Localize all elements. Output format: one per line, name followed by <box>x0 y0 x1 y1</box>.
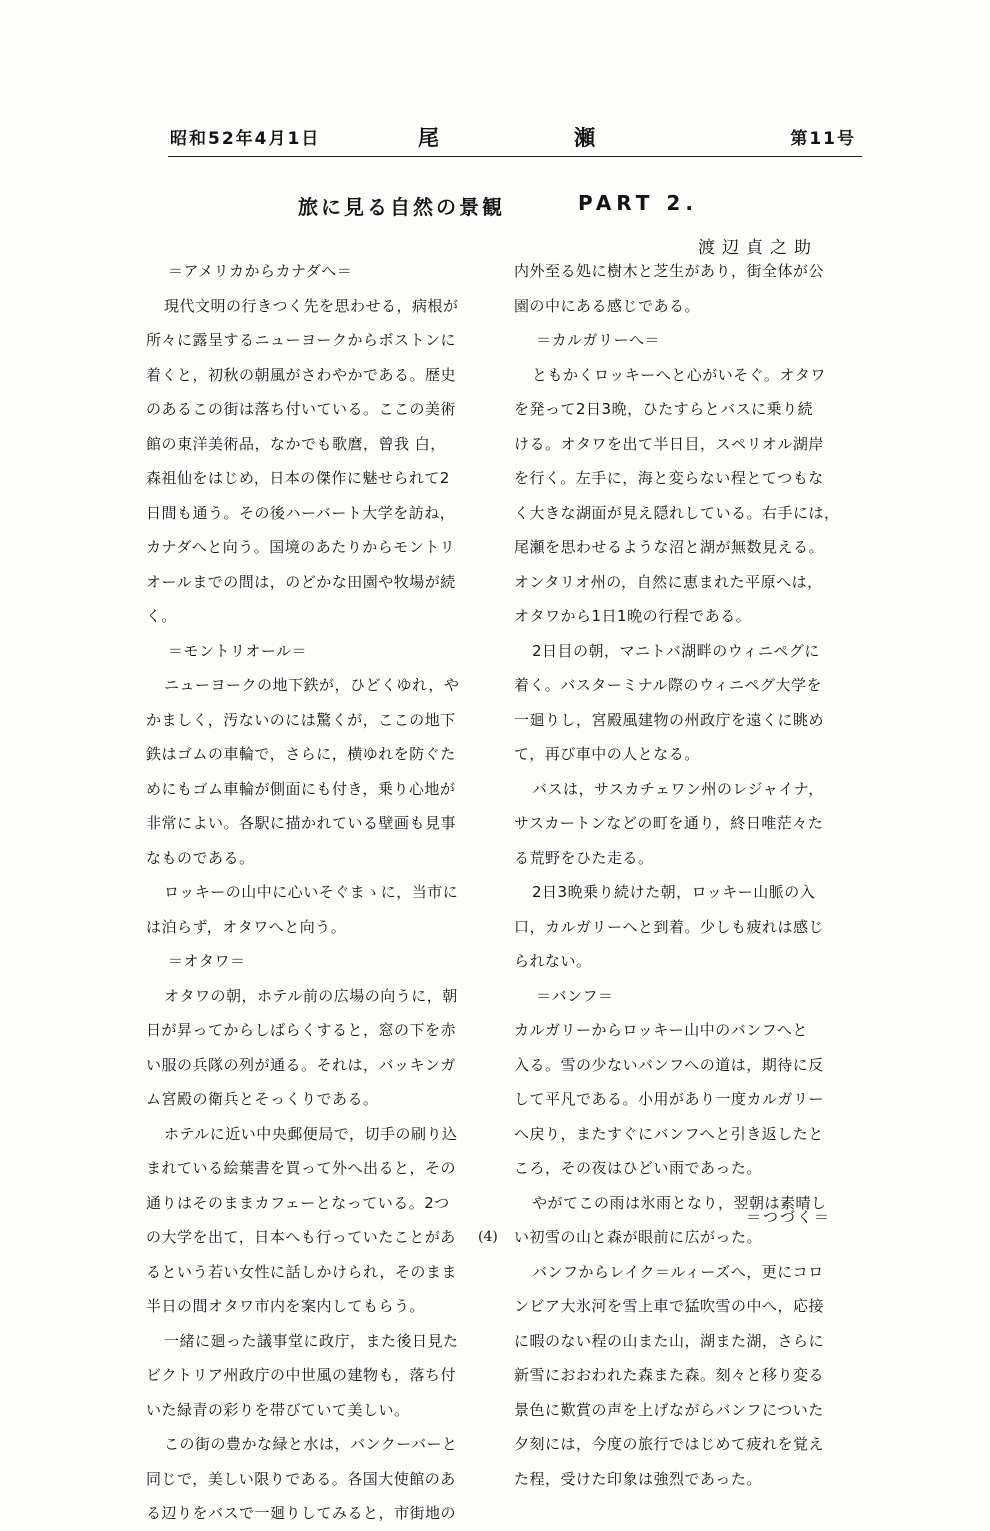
text-line: オンタリオ州の，自然に恵まれた平原へは， <box>514 572 823 591</box>
text-line: 半日の間オタワ市内を案内してもらう。 <box>146 1297 426 1315</box>
text-line: 一廻りし，宮殿風建物の州政庁を遠くに眺め <box>514 710 825 729</box>
text-line: オタワから1日1晩の行程である。 <box>514 607 752 625</box>
newsletter-title-char-1: 尾 <box>418 126 439 150</box>
text-line: 森祖仙をはじめ，日本の傑作に魅せられて2 <box>146 469 450 487</box>
text-line: 館の東洋美術品，なかでも歌麿，曾我 白， <box>146 434 446 453</box>
text-line: ビクトリア州政庁の中世風の建物も，落ち付 <box>146 1366 457 1384</box>
text-line: の大学を出て，日本へも行っていたことがあ <box>146 1228 456 1246</box>
text-line: カナダへと向う。国境のあたりからモントリ <box>146 538 456 556</box>
text-line: 同じで，美しい限りである。各国大使館のあ <box>146 1469 456 1488</box>
article-author: 渡辺貞之助 <box>698 238 818 258</box>
text-line: オタワの朝，ホテル前の広場の向うに，朝 <box>164 986 458 1005</box>
section-heading: ＝バンフ＝ <box>536 986 614 1005</box>
text-line: 内外至る処に樹木と芝生があり，街全体が公 <box>514 262 825 280</box>
newsletter-header <box>170 124 860 156</box>
to-be-continued: ＝つづく＝ <box>746 1208 832 1226</box>
text-line: い初雪の山と森が眼前に広がった。 <box>514 1228 763 1246</box>
left-column <box>146 254 488 1531</box>
newsletter-title-char-2: 瀬 <box>574 126 595 150</box>
text-line: 景色に歎賞の声を上げながらバンフについた <box>514 1400 824 1419</box>
text-line: 園の中にある感じである。 <box>514 296 701 315</box>
text-line: 日が昇ってからしばらくすると，窓の下を赤 <box>146 1021 457 1039</box>
text-line: まれている絵葉書を買って外へ出ると，その <box>146 1159 457 1177</box>
section-heading: ＝モントリオール＝ <box>168 641 308 660</box>
text-line: なものである。 <box>146 848 255 867</box>
text-line: して平凡である。小用があり一度カルガリー <box>514 1090 825 1108</box>
text-line: いた緑青の彩りを帯びていて美しい。 <box>146 1400 410 1419</box>
text-line: ホテルに近い中央郵便局で，切手の刷り込 <box>164 1124 458 1143</box>
text-line: 所々に露呈するニューヨークからボストンに <box>146 331 457 349</box>
text-line: 新雪におおわれた森また森。刻々と移り変る <box>514 1366 825 1384</box>
text-line: 一緒に廻った議事堂に政庁，また後日見た <box>164 1331 459 1350</box>
text-line: 鉄はゴムの車輪で，さらに，横ゆれを防ぐた <box>146 745 456 763</box>
text-line: ンビア大氷河を雪上車で猛吹雪の中へ，応接 <box>514 1297 825 1315</box>
text-line: この街の豊かな緑と水は，バンクーバーと <box>164 1435 458 1453</box>
issue-number: 第11号 <box>790 129 856 149</box>
text-line: 2日目の朝，マニトバ湖畔のウィニペグに <box>532 641 820 660</box>
text-line: る辺りをバスで一廻りしてみると，市街地の <box>146 1504 457 1522</box>
text-line: めにもゴム車輪が側面にも付き，乗り心地が <box>146 779 456 798</box>
text-line: ける。オタワを出て半日目，スペリオル湖岸 <box>514 434 824 453</box>
text-line: サスカートンなどの町を通り，終日唯茫々た <box>514 814 824 832</box>
page-number: (4) <box>478 1229 498 1245</box>
article-part: PART 2. <box>578 191 698 215</box>
issue-date: 昭和52年4月1日 <box>170 129 321 149</box>
section-heading: ＝オタワ＝ <box>168 952 246 970</box>
text-line: 着く。バスターミナル際のウィニペグ大学を <box>514 676 823 694</box>
text-line: 日間も通う。その後ハーバート大学を訪ね， <box>146 503 456 522</box>
text-line: を発って2日3晩，ひたすらとバスに乗り続 <box>514 400 814 418</box>
text-line: 2日3晩乗り続けた朝，ロッキー山脈の入 <box>532 883 816 901</box>
text-line: かましく，汚ないのには驚くが，ここの地下 <box>146 710 456 729</box>
text-line: るという若い女性に話しかけられ，そのまま <box>146 1262 457 1281</box>
header-divider <box>168 156 862 157</box>
text-line: い服の兵隊の列が通る。それは，バッキンガ <box>146 1055 456 1074</box>
text-line: へ戻り，またすぐにバンフへと引き返したと <box>514 1124 824 1143</box>
text-line: 通りはそのままカフェーとなっている。2つ <box>146 1193 450 1212</box>
text-line: 口，カルガリーへと到着。少しも疲れは感じ <box>514 917 825 936</box>
text-line: ともかくロッキーへと心がいそぐ。オタワ <box>532 365 826 384</box>
text-line: て，再び車中の人となる。 <box>514 745 700 763</box>
text-line: は泊らず，オタワへと向う。 <box>146 917 347 936</box>
text-line: のあるこの街は落ち付いている。ここの美術 <box>146 400 457 418</box>
text-line: ム宮殿の衛兵とそっくりである。 <box>146 1090 379 1108</box>
text-line: オールまでの間は，のどかな田園や牧場が続 <box>146 572 456 591</box>
text-line: る荒野をひた走る。 <box>514 848 654 867</box>
text-line: やがてこの雨は氷雨となり，翌朝は素晴し <box>532 1193 827 1212</box>
text-line: 着くと，初秋の朝風がさわやかである。歴史 <box>146 365 457 384</box>
text-line: く大きな湖面が見え隠れしている。右手には， <box>514 503 840 522</box>
text-line: く。 <box>146 607 177 625</box>
text-line: 非常によい。各駅に描かれている壁画も見事 <box>146 814 457 832</box>
text-line: ころ，その夜はひどい雨であった。 <box>514 1159 762 1177</box>
text-line: に暇のない程の山また山，湖また湖，さらに <box>514 1331 825 1350</box>
text-line: バンフからレイク＝ルィーズへ，更にコロ <box>532 1262 824 1281</box>
text-line: ロッキーの山中に心いそぐまゝに，当市に <box>164 883 459 901</box>
right-column <box>514 254 856 1496</box>
text-line: 入る。雪の少ないバンフへの道は，期待に反 <box>514 1055 824 1074</box>
text-line: 夕刻には，今度の旅行ではじめて疲れを覚え <box>514 1435 825 1453</box>
article-title: 旅に見る自然の景観 <box>298 195 505 219</box>
section-heading: ＝アメリカからカナダへ＝ <box>168 262 353 280</box>
text-line: ニューヨークの地下鉄が，ひどくゆれ，や <box>164 676 460 694</box>
text-line: られない。 <box>514 952 592 970</box>
text-line: を行く。左手に，海と変らない程とてつもな <box>514 469 824 487</box>
text-line: た程，受けた印象は強烈であった。 <box>514 1469 762 1488</box>
section-heading: ＝カルガリーへ＝ <box>536 331 661 349</box>
text-line: カルガリーからロッキー山中のバンフへと <box>514 1021 808 1039</box>
text-line: 現代文明の行きつく先を思わせる，病根が <box>164 296 459 315</box>
text-line: バスは，サスカチェワン州のレジャイナ， <box>532 779 824 798</box>
text-line: 尾瀬を思わせるような沼と湖が無数見える。 <box>514 538 825 556</box>
